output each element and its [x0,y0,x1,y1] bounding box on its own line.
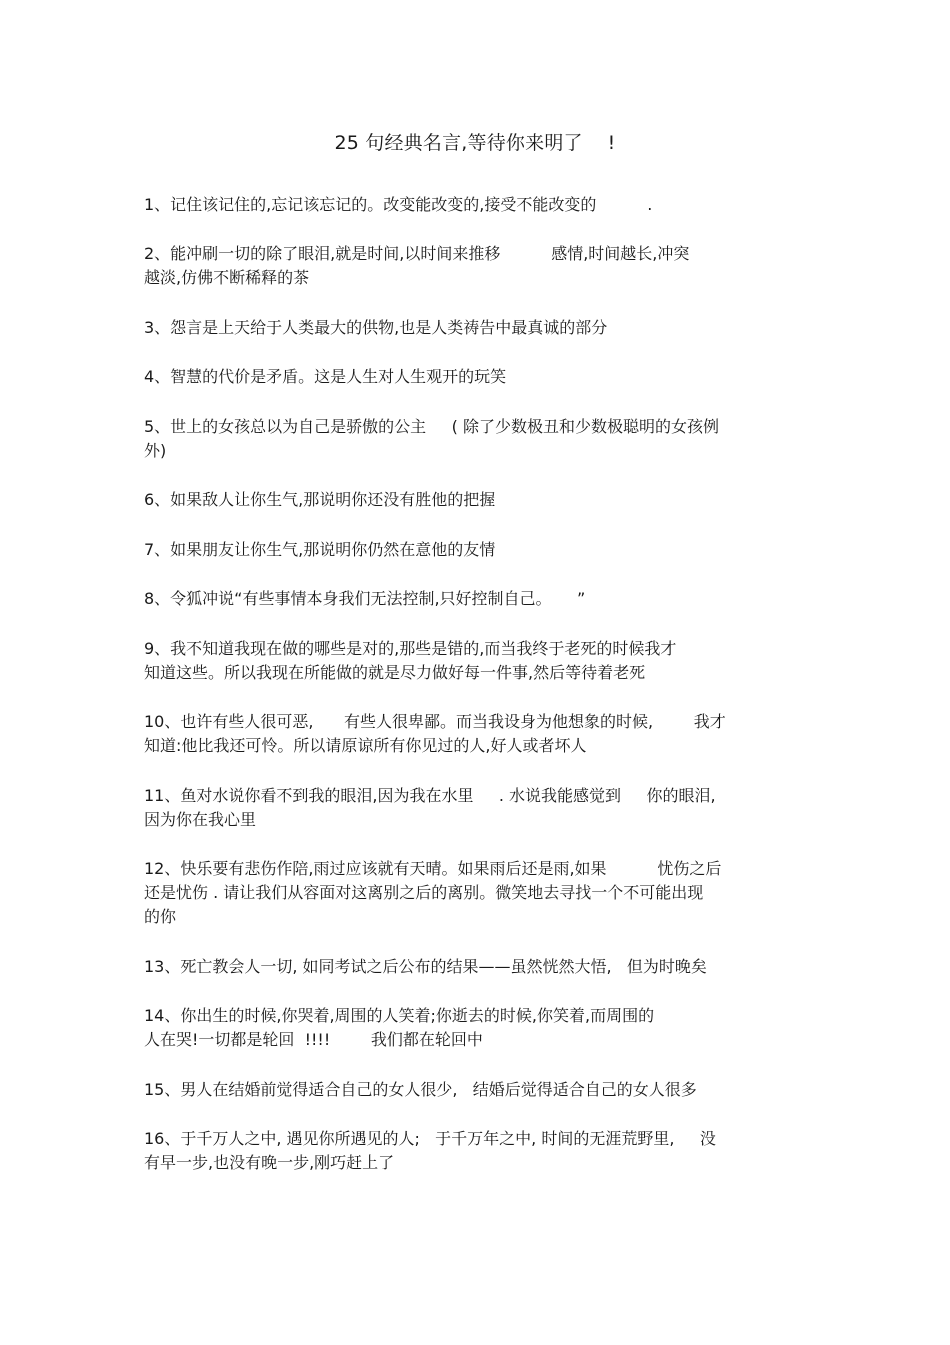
quote-line: 8、令狐冲说“有些事情本身我们无法控制,只好控制自己。 ” [144,589,586,608]
quote-line: 13、死亡教会人一切, 如同考试之后公布的结果——虽然恍然大悟, 但为时晚矣 [144,957,707,976]
quote-line: 的你 [144,907,177,926]
quote-line: 11、鱼对水说你看不到我的眼泪,因为我在水里 . 水说我能感觉到 你的眼泪, [144,786,716,805]
quote-line: 12、快乐要有悲伤作陪,雨过应该就有天晴。如果雨后还是雨,如果 忧伤之后 [144,859,722,878]
quote-line: 还是忧伤 . 请让我们从容面对这离别之后的离别。微笑地去寻找一个不可能出现 [144,883,704,902]
quote-line: 1、记住该记住的,忘记该忘记的。改变能改变的,接受不能改变的 . [144,195,653,214]
quote-line: 有早一步,也没有晚一步,刚巧赶上了 [144,1153,395,1172]
quote-line: 人在哭!一切都是轮回 !!!! 我们都在轮回中 [144,1030,483,1049]
quote-line: 越淡,仿佛不断稀释的茶 [144,268,310,287]
quote-line: 因为你在我心里 [144,810,257,829]
quote-line: 10、也许有些人很可恶, 有些人很卑鄙。而当我设身为他想象的时候, 我才 [144,712,726,731]
quote-line: 外) [144,441,167,460]
quote-line: 16、于千万人之中, 遇见你所遇见的人; 于千万年之中, 时间的无涯荒野里, 没 [144,1129,716,1148]
quote-line: 知道:他比我还可怜。所以请原谅所有你见过的人,好人或者坏人 [144,736,587,755]
quote-line: 6、如果敌人让你生气,那说明你还没有胜他的把握 [144,490,496,509]
quote-line: 15、男人在结婚前觉得适合自己的女人很少, 结婚后觉得适合自己的女人很多 [144,1080,697,1099]
quote-line: 知道这些。所以我现在所能做的就是尽力做好每一件事,然后等待着老死 [144,663,646,682]
quote-line: 7、如果朋友让你生气,那说明你仍然在意他的友情 [144,540,496,559]
document-title: 25 句经典名言,等待你来明了 ! [334,132,616,154]
quote-line: 4、智慧的代价是矛盾。这是人生对人生观开的玩笑 [144,367,507,386]
quote-list [144,193,794,1175]
quote-line: 9、我不知道我现在做的哪些是对的,那些是错的,而当我终于老死的时候我才 [144,639,677,658]
quote-line: 3、怨言是上天给于人类最大的供物,也是人类祷告中最真诚的部分 [144,318,608,337]
quote-line: 5、世上的女孩总以为自己是骄傲的公主 ( 除了少数极丑和少数极聪明的女孩例 [144,417,719,436]
quote-line: 2、能冲刷一切的除了眼泪,就是时间,以时间来推移 感情,时间越长,冲突 [144,244,690,263]
quote-line: 14、你出生的时候,你哭着,周围的人笑着;你逝去的时候,你笑着,而周围的 [144,1006,655,1025]
